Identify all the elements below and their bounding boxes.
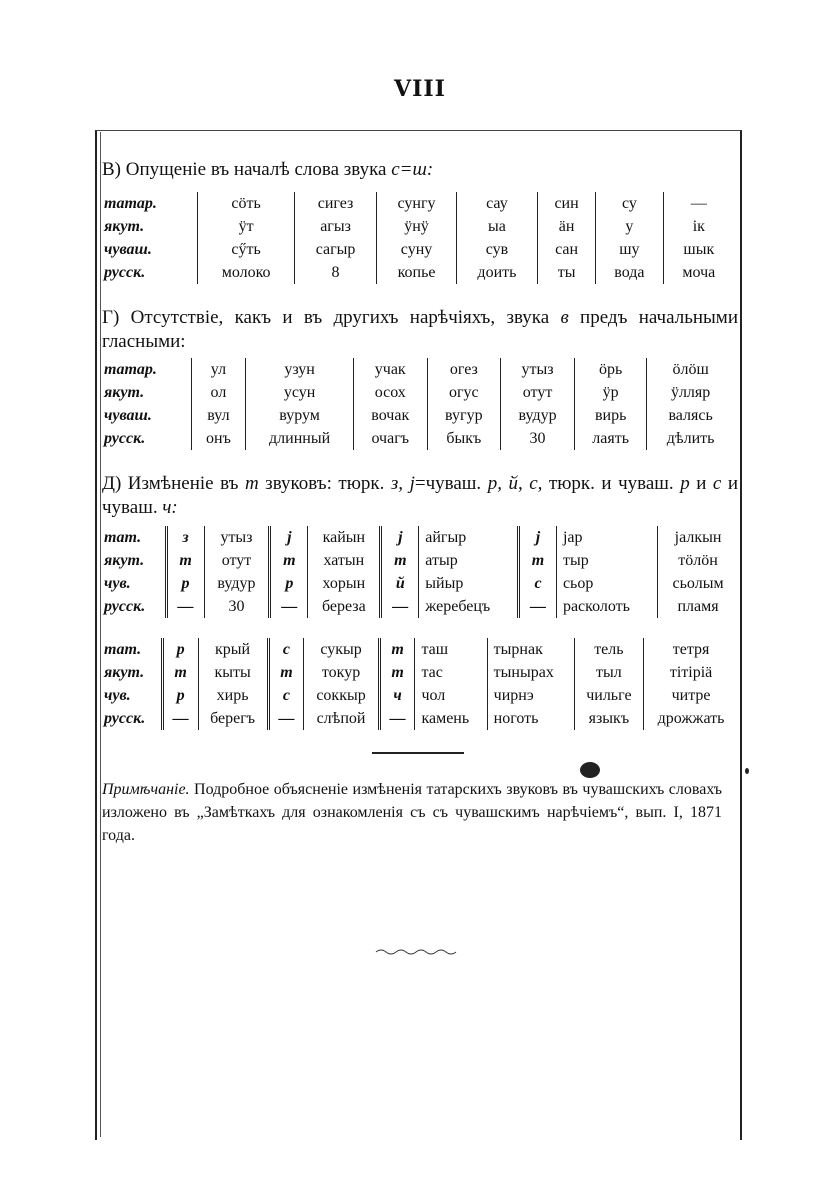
table-cell: — [162, 707, 198, 730]
table-cell: й [381, 572, 419, 595]
table-cell: расколоть [556, 595, 657, 618]
table-cell: хирь [198, 684, 268, 707]
table-cell: — [166, 595, 204, 618]
table-cell: тырнак [487, 638, 574, 661]
table-cell: учак [353, 358, 427, 381]
table-cell: т [268, 661, 304, 684]
d-h1: Д) Измѣненіе въ [102, 473, 245, 494]
table-cell: отут [500, 381, 574, 404]
section-v-heading-text: В) Опущеніе въ началѣ слова звука [102, 159, 392, 180]
table-cell: жеребецъ [419, 595, 519, 618]
table-cell: ӱлляр [647, 381, 734, 404]
table-cell: сув [456, 238, 537, 261]
table-cell: онъ [191, 427, 246, 450]
table-cell: тель [574, 638, 643, 661]
d-h-letters1: з, j [390, 473, 415, 494]
d-h5: и чуваш. [102, 473, 739, 518]
table-cell: сукыр [304, 638, 379, 661]
table-cell: очагъ [353, 427, 427, 450]
table-cell: ты [538, 261, 596, 284]
table-cell: копье [377, 261, 457, 284]
table-row [102, 684, 738, 707]
table-cell: сöть [198, 192, 295, 215]
table-cell: отут [204, 549, 270, 572]
ornament-wave [374, 946, 460, 958]
section-g-heading-part1: Г) Отсутствіе, какъ и въ другихъ нарѣчіяхъ, звука [102, 307, 561, 328]
table-cell: т [519, 549, 557, 572]
language-label: татар. [104, 361, 157, 378]
table-row [102, 572, 738, 595]
table-cell: агыз [294, 215, 376, 238]
table-cell: утыз [500, 358, 574, 381]
ink-speck [745, 768, 749, 774]
table-cell: сӳть [198, 238, 295, 261]
table-cell: з [166, 526, 204, 549]
table-cell: шык [663, 238, 734, 261]
frame-inner-line [100, 132, 101, 1137]
table-cell: сьолым [658, 572, 738, 595]
table-cell: огез [427, 358, 500, 381]
table-cell: берегъ [198, 707, 268, 730]
table-cell: кайын [308, 526, 381, 549]
table-cell: тітіріä [644, 661, 738, 684]
language-label: чув. [104, 575, 131, 592]
table-cell: ӱр [575, 381, 647, 404]
table-cell: дѣлить [647, 427, 734, 450]
table-row [102, 661, 738, 684]
table-cell: тыл [574, 661, 643, 684]
section-g-heading [102, 306, 738, 354]
table-cell: с [519, 572, 557, 595]
table-cell: син [538, 192, 596, 215]
table-cell: т [166, 549, 204, 572]
table-cell: у [596, 215, 663, 238]
table-cell: усун [246, 381, 353, 404]
table-cell: — [381, 595, 419, 618]
table-cell: ӱт [198, 215, 295, 238]
table-cell: таш [415, 638, 487, 661]
table-cell: суну [377, 238, 457, 261]
table-cell: ноготь [487, 707, 574, 730]
language-label: тат. [104, 529, 142, 546]
table-cell: вугур [427, 404, 500, 427]
d-h-t: т [244, 473, 259, 494]
footnote-label: Примѣчаніе. [102, 781, 190, 798]
table-cell: молоко [198, 261, 295, 284]
table-cell: дрожжать [644, 707, 738, 730]
table-row [102, 238, 734, 261]
table-cell: с [268, 638, 304, 661]
section-divider [372, 752, 464, 754]
section-g-heading-letter: в [560, 307, 569, 328]
table-row [102, 427, 734, 450]
table-cell: вода [596, 261, 663, 284]
table-cell: jалкын [658, 526, 738, 549]
table-cell: тынырах [487, 661, 574, 684]
table-cell: öрь [575, 358, 647, 381]
table-row [102, 261, 734, 284]
table-cell: р [162, 684, 198, 707]
table-cell: осох [353, 381, 427, 404]
language-label: якут. [104, 664, 145, 681]
section-d-table-2 [102, 638, 738, 730]
table-cell: тöлöн [658, 549, 738, 572]
language-label: татар. [104, 195, 157, 212]
table-cell: языкъ [574, 707, 643, 730]
table-cell: ул [191, 358, 246, 381]
table-cell: 30 [204, 595, 270, 618]
table-cell: утыз [204, 526, 270, 549]
table-cell: — [379, 707, 415, 730]
table-cell: öлöш [647, 358, 734, 381]
table-row [102, 526, 738, 549]
section-v-table [102, 192, 734, 284]
table-cell: j [381, 526, 419, 549]
section-g-heading-part2: предъ начальными гласными: [102, 307, 738, 352]
table-cell: хорын [308, 572, 381, 595]
table-cell: атыр [419, 549, 519, 572]
table-cell: длинный [246, 427, 353, 450]
table-cell: ол [191, 381, 246, 404]
table-row [102, 381, 734, 404]
table-cell: слѣпой [304, 707, 379, 730]
table-cell: с [268, 684, 304, 707]
table-cell: чол [415, 684, 487, 707]
language-label: якут. [104, 384, 145, 401]
table-cell: j [519, 526, 557, 549]
table-cell: пламя [658, 595, 738, 618]
table-cell: вудур [500, 404, 574, 427]
table-cell: 30 [500, 427, 574, 450]
table-cell: быкъ [427, 427, 500, 450]
table-cell: крый [198, 638, 268, 661]
table-cell: т [379, 661, 415, 684]
table-cell: токур [304, 661, 379, 684]
table-cell: j [270, 526, 308, 549]
table-cell: тыр [556, 549, 657, 572]
language-label: тат. [104, 641, 142, 658]
table-cell: р [162, 638, 198, 661]
table-cell: айгыр [419, 526, 519, 549]
table-row [102, 404, 734, 427]
section-d-heading [102, 472, 738, 520]
table-cell: тас [415, 661, 487, 684]
table-cell: р [166, 572, 204, 595]
language-label: якут. [104, 218, 145, 235]
table-cell: камень [415, 707, 487, 730]
table-cell: т [379, 638, 415, 661]
table-cell: сигез [294, 192, 376, 215]
table-cell: р [270, 572, 308, 595]
table-cell: хатын [308, 549, 381, 572]
d-h4: тюрк. и чуваш. [542, 473, 681, 494]
table-cell: валясь [647, 404, 734, 427]
table-cell: т [162, 661, 198, 684]
table-cell: сунгу [377, 192, 457, 215]
table-cell: ыйыр [419, 572, 519, 595]
table-cell: вудур [204, 572, 270, 595]
table-cell: чирнэ [487, 684, 574, 707]
table-cell: ӱнӱ [377, 215, 457, 238]
language-label: русск. [104, 598, 146, 615]
section-g-table [102, 358, 734, 450]
table-cell: сагыр [294, 238, 376, 261]
table-cell: моча [663, 261, 734, 284]
table-cell: ч [379, 684, 415, 707]
table-cell: вирь [575, 404, 647, 427]
table-cell: вочак [353, 404, 427, 427]
table-cell: ыа [456, 215, 537, 238]
table-cell: читре [644, 684, 738, 707]
d-h-ch: ч: [162, 497, 178, 518]
d-h-and: и [689, 473, 713, 494]
table-cell: ӓн [538, 215, 596, 238]
language-label: русск. [104, 264, 146, 281]
d-h3: =чуваш. [414, 473, 488, 494]
table-row [102, 595, 738, 618]
table-row [102, 215, 734, 238]
table-cell: огус [427, 381, 500, 404]
table-cell: — [268, 707, 304, 730]
table-cell: доить [456, 261, 537, 284]
table-cell: т [270, 549, 308, 572]
language-label: русск. [104, 710, 146, 727]
d-h-r: р [680, 473, 690, 494]
table-cell: береза [308, 595, 381, 618]
footnote-text: Подробное объясненіе измѣненія татарскихъ звуковъ въ чувашскихъ словахъ изложено въ „Замѣткахъ для ознакомленія съ съ чувашскимъ нарѣчіемъ“, вып. I, 1871 года. [102, 781, 722, 844]
table-cell: сан [538, 238, 596, 261]
table-row [102, 358, 734, 381]
table-cell: — [663, 192, 734, 215]
table-cell: вул [191, 404, 246, 427]
table-row [102, 549, 738, 572]
table-cell: соккыр [304, 684, 379, 707]
footnote [102, 778, 722, 847]
table-row [102, 192, 734, 215]
table-cell: шу [596, 238, 663, 261]
table-cell: — [270, 595, 308, 618]
table-cell: чильге [574, 684, 643, 707]
table-cell: jар [556, 526, 657, 549]
table-cell: лаять [575, 427, 647, 450]
table-row [102, 638, 738, 661]
table-cell: ік [663, 215, 734, 238]
page-number: VIII [394, 76, 446, 102]
table-cell: су [596, 192, 663, 215]
language-label: чуваш. [104, 407, 152, 424]
table-cell: тетря [644, 638, 738, 661]
d-h-letters2: р, й, с, [487, 473, 543, 494]
table-row [102, 707, 738, 730]
language-label: якут. [104, 552, 145, 569]
d-h2: звуковъ: тюрк. [258, 473, 391, 494]
language-label: русск. [104, 430, 146, 447]
section-v-heading [102, 158, 738, 182]
table-cell: сау [456, 192, 537, 215]
table-cell: кыты [198, 661, 268, 684]
language-label: чуваш. [104, 241, 152, 258]
d-h-s: с [712, 473, 722, 494]
table-cell: вурум [246, 404, 353, 427]
ink-blot [580, 762, 600, 778]
table-cell: 8 [294, 261, 376, 284]
table-cell: т [381, 549, 419, 572]
table-cell: сьор [556, 572, 657, 595]
section-v-formula: с=ш: [391, 159, 434, 180]
section-d-table-1 [102, 526, 738, 618]
table-cell: узун [246, 358, 353, 381]
table-cell: — [519, 595, 557, 618]
language-label: чув. [104, 687, 131, 704]
